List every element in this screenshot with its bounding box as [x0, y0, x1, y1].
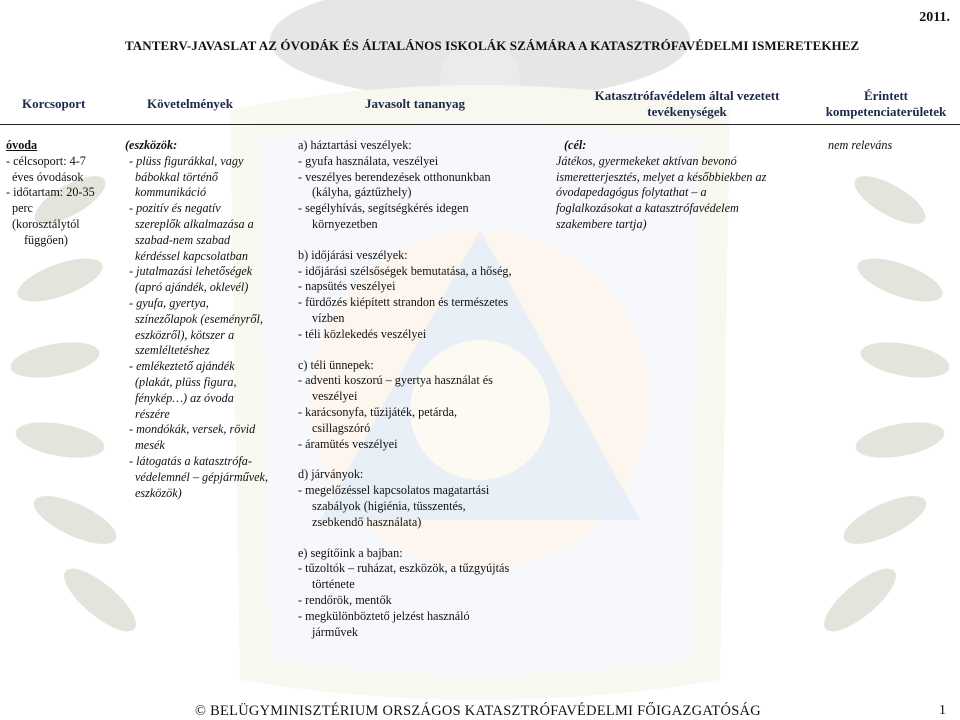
curriculum-section-c: [298, 358, 568, 453]
requirement-line: (apró ajándék, oklevél): [135, 280, 249, 295]
requirements-cell: [125, 138, 295, 501]
curriculum-line: e) segítőink a bajban:: [298, 545, 403, 560]
curriculum-line: - veszélyes berendezések otthonunkban: [298, 169, 491, 184]
requirement-line: eszközök): [135, 485, 182, 500]
curriculum-line: - tűzoltók – ruházat, eszközök, a tűzgyújtás: [298, 561, 510, 576]
header-curriculum: Javasolt tananyag: [365, 96, 466, 111]
requirement-line: kommunikáció: [135, 185, 207, 200]
curriculum-line: - időjárási szélsőségek bemutatása, a hőség,: [298, 263, 512, 278]
year-label: 2011.: [919, 10, 950, 25]
footer-text: © BELÜGYMINISZTÉRIUM ORSZÁGOS KATASZTRÓFAVÉDELMI FŐIGAZGATÓSÁG: [195, 703, 761, 719]
activity-line: ismeretterjesztés, melyet a későbbiekben az: [556, 169, 767, 184]
curriculum-line: környezetben: [312, 216, 378, 231]
curriculum-line: (kályha, gáztűzhely): [312, 185, 412, 200]
header-rule: [0, 124, 960, 125]
curriculum-line: - napsütés veszélyei: [298, 279, 396, 294]
page-number: 1: [939, 703, 946, 718]
curriculum-line: d) járványok:: [298, 467, 364, 482]
requirement-line: szereplők alkalmazása a: [135, 216, 254, 231]
curriculum-section-e: [298, 546, 568, 641]
curriculum-section-a: [298, 138, 568, 233]
curriculum-line: b) időjárási veszélyek:: [298, 247, 408, 262]
activity-line: foglalkozásokat a katasztrófavédelem: [556, 201, 739, 216]
header-age-group: Korcsoport: [22, 96, 86, 111]
requirement-line: (plakát, plüss figura,: [135, 374, 237, 389]
header-competence-line-2: kompetenciaterületek: [825, 104, 947, 119]
document-title: TANTERV-JAVASLAT AZ ÓVODÁK ÉS ÁLTALÁNOS ISKOLÁK SZÁMÁRA A KATASZTRÓFAVÉDELMI ISMERETEKHEZ: [125, 38, 860, 53]
header-activities: [582, 88, 792, 120]
curriculum-line: - gyufa használata, veszélyei: [298, 153, 439, 168]
requirement-line: - látogatás a katasztrófa-: [129, 453, 252, 468]
curriculum-cell: [298, 138, 568, 640]
header-activities-line-1: Katasztrófavédelem által vezetett: [594, 88, 780, 103]
curriculum-line: - karácsonyfa, tűzijáték, petárda,: [298, 404, 458, 419]
requirement-line: - mondókák, versek, rövid: [129, 422, 256, 437]
age-line: perc: [12, 201, 33, 216]
requirement-line: fénykép…) az óvoda: [135, 390, 234, 405]
curriculum-line: csillagszóró: [312, 420, 371, 435]
curriculum-line: szabályok (higiénia, tüsszentés,: [312, 498, 466, 513]
requirement-line: szemléltetéshez: [135, 343, 210, 358]
curriculum-line: - rendőrök, mentők: [298, 592, 392, 607]
activities-title: (cél:: [564, 138, 587, 152]
curriculum-line: - segélyhívás, segítségkérés idegen: [298, 201, 469, 216]
activity-line: szakembere tartja): [556, 216, 647, 231]
curriculum-line: - megkülönböztető jelzést használó: [298, 608, 470, 623]
curriculum-line: vízben: [312, 310, 345, 325]
competence-cell: [828, 138, 948, 154]
requirement-line: - jutalmazási lehetőségek: [129, 264, 253, 279]
curriculum-line: - téli közlekedés veszélyei: [298, 326, 427, 341]
requirement-line: színezőlapok (eseményről,: [135, 311, 263, 326]
age-line: éves óvodások: [12, 169, 84, 184]
curriculum-line: története: [312, 577, 355, 592]
activity-line: Játékos, gyermekeket aktívan bevonó: [556, 153, 737, 168]
curriculum-line: - adventi koszorú – gyertya használat és: [298, 373, 493, 388]
curriculum-line: - fürdőzés kiépített strandon és természetes: [298, 295, 509, 310]
requirement-line: bábokkal történő: [135, 169, 218, 184]
header-requirements: Követelmények: [147, 96, 233, 111]
header-activities-line-2: tevékenységek: [647, 104, 727, 119]
requirement-line: védelemnél – gépjárművek,: [135, 469, 268, 484]
requirement-line: - gyufa, gyertya,: [129, 295, 209, 310]
requirement-line: eszközről), kötszer a: [135, 327, 235, 342]
requirement-line: - plüss figurákkal, vagy: [129, 153, 244, 168]
curriculum-section-b: [298, 248, 568, 343]
curriculum-line: járművek: [312, 624, 359, 639]
curriculum-line: veszélyei: [312, 389, 358, 404]
requirement-line: kérdéssel kapcsolatban: [135, 248, 248, 263]
requirement-line: részére: [135, 406, 170, 421]
age-line: (korosztálytól: [12, 216, 80, 231]
activity-line: óvodapedagógus folytathat – a: [556, 185, 707, 200]
curriculum-line: zsebkendő használata): [312, 514, 422, 529]
requirement-line: mesék: [135, 438, 165, 453]
header-competence: [816, 88, 956, 120]
curriculum-line: c) téli ünnepek:: [298, 357, 374, 372]
age-line: - célcsoport: 4-7: [6, 153, 86, 168]
activities-cell: [556, 138, 816, 233]
age-group-cell: [6, 138, 110, 249]
curriculum-line: a) háztartási veszélyek:: [298, 138, 412, 152]
age-line: függően): [24, 232, 68, 247]
curriculum-section-d: [298, 467, 568, 530]
curriculum-line: - áramütés veszélyei: [298, 436, 398, 451]
age-group-title: óvoda: [6, 138, 38, 152]
header-competence-line-1: Érintett: [863, 88, 909, 103]
curriculum-line: - megelőzéssel kapcsolatos magatartási: [298, 483, 490, 498]
competence-text: nem releváns: [828, 138, 893, 152]
requirement-line: - emlékeztető ajándék: [129, 359, 235, 374]
age-line: - időtartam: 20-35: [6, 185, 95, 200]
requirements-title: (eszközök:: [125, 138, 178, 152]
requirement-line: - pozitív és negatív: [129, 201, 221, 216]
requirement-line: szabad-nem szabad: [135, 232, 231, 247]
